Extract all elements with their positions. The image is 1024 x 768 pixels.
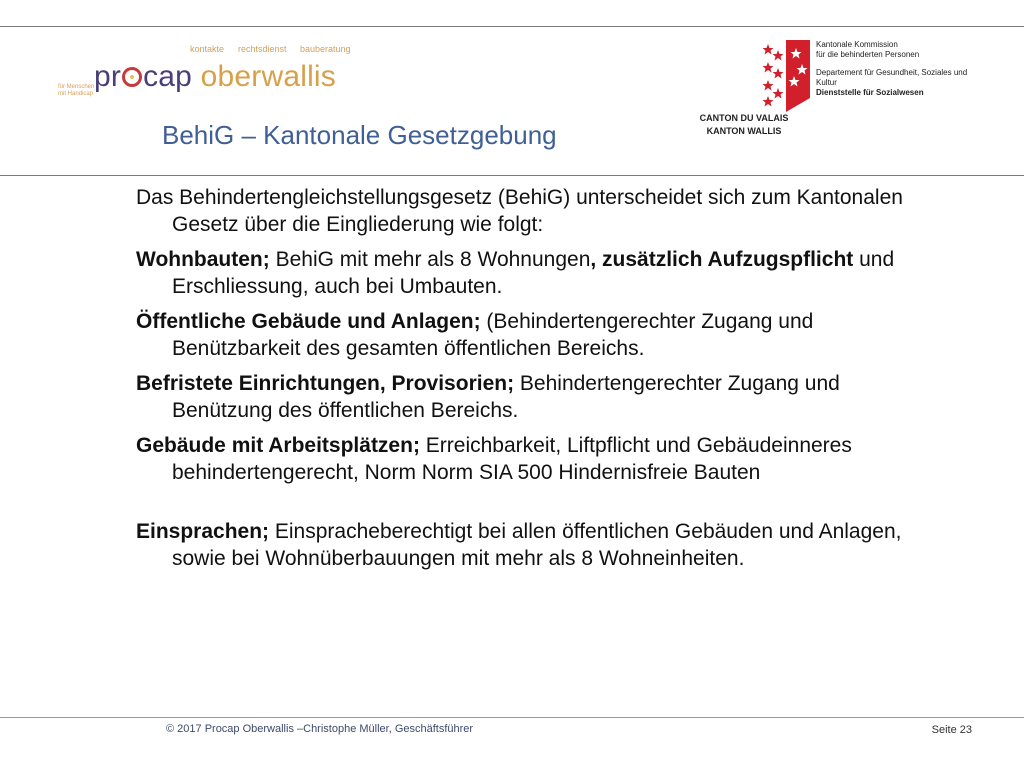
- top-rule: [0, 26, 1024, 27]
- paragraph-intro: Das Behindertengleichstellungsgesetz (BehiG) unterscheidet sich zum Kantonalen Gesetz über die Eingliederung wie folgt:: [136, 186, 903, 236]
- paragraph-wohnbauten: Wohnbauten; BehiG mit mehr als 8 Wohnungen, zusätzlich Aufzugspflicht und Erschliessung, auch bei Umbauten.: [136, 248, 895, 298]
- logo-wordmark: pr cap oberwallis: [94, 60, 336, 93]
- footer-copyright: © 2017 Procap Oberwallis –Christophe Müller, Geschäftsführer: [166, 723, 474, 735]
- slide-body: [136, 184, 936, 580]
- logo-side-text: für Menschen mit Handicap: [58, 84, 95, 97]
- logo-tag-kontakte: kontakte: [190, 44, 225, 54]
- commission-text: Kantonale Kommission für die behinderten Personen: [816, 40, 920, 59]
- department-text: Departement für Gesundheit, Soziales und Kultur Dienststelle für Sozialwesen: [816, 68, 968, 97]
- paragraph-einsprachen: Einsprachen; Einspracheberechtigt bei allen öffentlichen Gebäuden und Anlagen, sowie bei Wohnüberbauungen mit mehr als 8 Wohneinheiten.: [136, 520, 902, 570]
- page-title: BehiG – Kantonale Gesetzgebung: [162, 120, 557, 150]
- procap-oberwallis-logo: [50, 40, 350, 112]
- valais-coat-of-arms-icon: [760, 40, 810, 112]
- canton-valais-logo: [690, 38, 990, 148]
- footer-rule: [0, 717, 1024, 718]
- header-rule: [0, 175, 1024, 176]
- page-number: Seite 23: [931, 724, 972, 736]
- logo-tag-bauberatung: bauberatung: [300, 44, 351, 54]
- canton-name: CANTON DU VALAIS KANTON WALLIS: [699, 113, 789, 136]
- paragraph-befristete-einrichtungen: Befristete Einrichtungen, Provisorien; Behindertengerechter Zugang und Benützung des öffentlichen Bereichs.: [136, 372, 840, 422]
- paragraph-arbeitsplaetze: Gebäude mit Arbeitsplätzen; Erreichbarkeit, Liftpflicht und Gebäudeinneres behindertengerecht, Norm Norm SIA 500 Hindernisfreie Bauten: [136, 434, 852, 484]
- paragraph-oeffentliche-gebaeude: Öffentliche Gebäude und Anlagen; (Behindertengerechter Zugang und Benützbarkeit des gesamten öffentlichen Bereichs.: [136, 310, 814, 360]
- procap-o-ring-icon: [122, 67, 142, 87]
- logo-tag-rechtsdienst: rechtsdienst: [238, 44, 287, 54]
